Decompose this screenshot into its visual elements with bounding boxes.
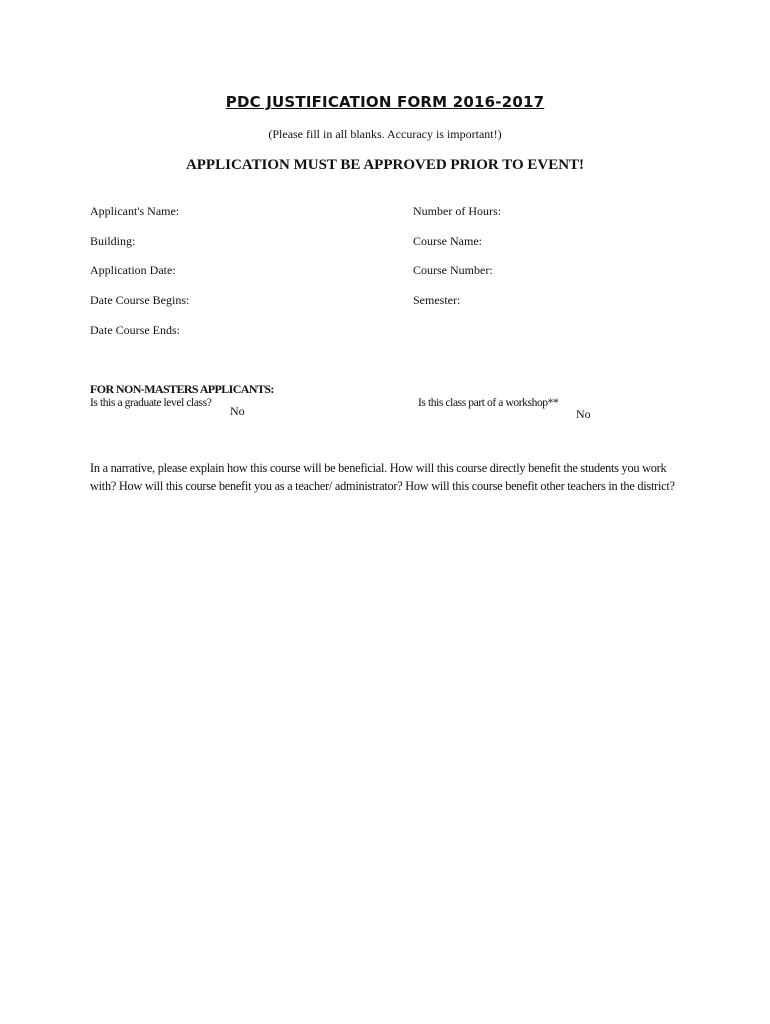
date-course-begins-label: Date Course Begins: bbox=[90, 293, 190, 307]
course-name-label: Course Name: bbox=[413, 234, 482, 248]
non-masters-heading: FOR NON-MASTERS APPLICANTS: bbox=[90, 382, 274, 396]
form-subtitle: (Please fill in all blanks. Accuracy is important!) bbox=[268, 127, 502, 141]
approval-warning: APPLICATION MUST BE APPROVED PRIOR TO EVENT! bbox=[185, 157, 585, 173]
workshop-question: Is this class part of a workshop** bbox=[418, 397, 559, 409]
narrative-prompt: In a narrative, please explain how this course will be beneficial. How will this course directly benefit the students you work with? How will this course benefit you as a teacher/ administrator? How will this course benefit other teachers in the district? bbox=[90, 461, 675, 493]
date-course-ends-label: Date Course Ends: bbox=[90, 323, 180, 337]
graduate-level-question: Is this a graduate level class? bbox=[90, 397, 212, 409]
course-number-label: Course Number: bbox=[413, 263, 493, 277]
application-date-label: Application Date: bbox=[90, 263, 176, 277]
applicant-name-label: Applicant's Name: bbox=[90, 204, 180, 218]
building-label: Building: bbox=[90, 234, 136, 248]
number-of-hours-label: Number of Hours: bbox=[413, 204, 501, 218]
semester-label: Semester: bbox=[413, 293, 461, 307]
workshop-answer[interactable]: No bbox=[576, 407, 591, 421]
graduate-level-answer[interactable]: No bbox=[230, 404, 245, 418]
form-title: PDC JUSTIFICATION FORM 2016-2017 bbox=[225, 93, 545, 111]
